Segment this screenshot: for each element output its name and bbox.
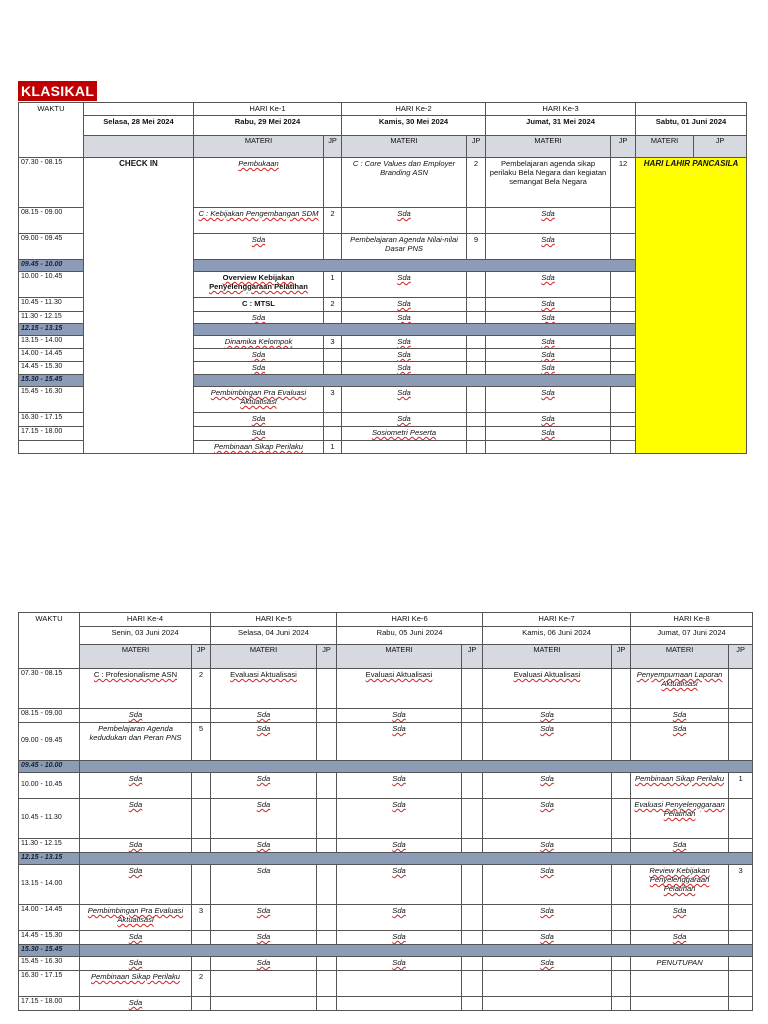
time-cell: 14.00 - 14.45 (19, 905, 80, 931)
jp-value (324, 158, 342, 208)
table-row (19, 957, 753, 971)
jp-value (612, 865, 631, 905)
day-4-date: Senin, 03 Juni 2024 (80, 627, 211, 645)
jp-value (317, 957, 337, 971)
jp-value: 2 (467, 158, 486, 208)
empty-cell (483, 971, 612, 997)
empty-cell (611, 441, 636, 454)
session-text: Evaluasi Aktualisasi (365, 670, 433, 679)
table-row (19, 865, 753, 905)
jp-value: 3 (192, 905, 211, 931)
time-cell: 17.15 - 18.00 (19, 427, 84, 441)
session-text: Sda (540, 866, 554, 875)
break-row (19, 945, 753, 957)
session-text: Sda (251, 313, 266, 322)
session-text: Sda (397, 363, 411, 373)
jp-value: 3 (729, 865, 753, 905)
session-text: Sosiometri Peserta (371, 428, 437, 438)
jp-value (612, 723, 631, 761)
jp-value (467, 208, 486, 234)
session-text: Sda (541, 313, 555, 322)
jp-value (192, 957, 211, 971)
session-text: Pembinaan Sikap Perilaku (635, 774, 725, 783)
time-cell: 09.00 - 09.45 (19, 234, 84, 260)
jp-header: JP (694, 136, 747, 158)
jp-value: 12 (611, 158, 636, 208)
empty-cell (211, 997, 317, 1011)
break-time: 15.30 - 15.45 (19, 375, 84, 387)
jp-value: 9 (467, 234, 486, 260)
jp-value: 1 (324, 272, 342, 298)
session-text: Sda (540, 710, 554, 719)
session-text: Sda (392, 710, 406, 719)
empty-cell (612, 997, 631, 1011)
time-cell: 08.15 - 09.00 (19, 709, 80, 723)
session-text: Sda (256, 774, 271, 783)
session-text: Sda (392, 958, 406, 967)
empty-cell (631, 997, 729, 1011)
session-text: Sda (541, 350, 555, 360)
session-text: Pembelajaran Agenda Nilai-nilai Dasar PNS (350, 235, 458, 254)
session-text: Pembimbingan Pra Evaluasi Aktualisasi (87, 906, 184, 925)
jp-value (612, 709, 631, 723)
jp-value (192, 839, 211, 853)
session-text: Review Kebijakan Penyelenggaraan Pelatihan (649, 866, 710, 894)
materi-header: MATERI (483, 645, 612, 669)
time-cell: 15.45 - 16.30 (19, 387, 84, 413)
jp-value (317, 709, 337, 723)
jp-header: JP (317, 645, 337, 669)
session-text: Sda (541, 363, 555, 373)
jp-value (612, 957, 631, 971)
jp-value: 3 (324, 387, 342, 413)
session-text: Sda (540, 774, 554, 783)
jp-value (612, 839, 631, 853)
jp-header: JP (729, 645, 753, 669)
jp-value (467, 362, 486, 375)
jp-value (317, 723, 337, 761)
session-text: Sda (397, 209, 411, 218)
time-cell: 16.30 - 17.15 (19, 413, 84, 427)
jp-value (467, 298, 486, 312)
day-3-date: Jumat, 31 Mei 2024 (486, 116, 636, 136)
jp-value (317, 669, 337, 709)
schedule-table-week-1 (18, 102, 747, 454)
session-text: Sda (256, 866, 271, 875)
jp-value (611, 336, 636, 349)
jp-value (612, 773, 631, 799)
jp-value (467, 349, 486, 362)
break-time: 12.15 - 13.15 (19, 853, 80, 865)
jp-value: 1 (324, 441, 342, 454)
empty-cell (729, 997, 753, 1011)
time-cell: 17.15 - 18.00 (19, 997, 80, 1011)
jp-value (612, 669, 631, 709)
session-text: Sda (392, 906, 406, 915)
jp-value (729, 839, 753, 853)
table-row (19, 971, 753, 997)
jp-value (462, 931, 483, 945)
day-2-hari: HARI Ke-2 (342, 103, 486, 116)
jp-value (317, 839, 337, 853)
table-row (19, 839, 753, 853)
jp-value (462, 865, 483, 905)
day-4-hari (636, 103, 747, 116)
jp-value (611, 208, 636, 234)
jp-value: 2 (192, 669, 211, 709)
empty-cell (317, 997, 337, 1011)
section-title: KLASIKAL (18, 81, 97, 101)
break-time: 09.45 - 10.00 (19, 761, 80, 773)
session-text: Penyempurnaan Laporan Aktualisasi (636, 670, 723, 689)
holiday-cell: HARI LAHIR PANCASILA (636, 158, 747, 454)
session-text: Sda (392, 840, 406, 849)
jp-value (467, 312, 486, 324)
jp-value (462, 773, 483, 799)
session-text: C : Core Values dan Employer Branding ASN (352, 159, 456, 178)
jp-value: 2 (324, 298, 342, 312)
session-text: Sda (541, 273, 555, 282)
session-text: Sda (672, 932, 687, 941)
session-text: Sda (128, 866, 143, 875)
session-text: Sda (251, 414, 266, 424)
session-text: Evaluasi Aktualisasi (513, 670, 581, 679)
day-5-hari: HARI Ke-5 (211, 613, 337, 627)
jp-value (462, 839, 483, 853)
session-text: Sda (397, 388, 411, 398)
session-text: Sda (540, 724, 554, 733)
jp-value (462, 723, 483, 761)
day-4-date: Sabtu, 01 Juni 2024 (636, 116, 747, 136)
empty-cell (337, 971, 462, 997)
jp-header: JP (192, 645, 211, 669)
materi-header: MATERI (486, 136, 611, 158)
time-cell: 07.30 - 08.15 (19, 669, 80, 709)
time-cell: 14.45 - 15.30 (19, 362, 84, 375)
jp-value (729, 669, 753, 709)
session-text: Sda (128, 932, 143, 941)
jp-value: 2 (192, 971, 211, 997)
session-text: Sda (541, 428, 555, 438)
jp-header: JP (611, 136, 636, 158)
table-row (19, 799, 753, 839)
time-cell: 10.00 - 10.45 (19, 272, 84, 298)
jp-value (612, 905, 631, 931)
jp-value (611, 413, 636, 427)
empty-cell (462, 971, 483, 997)
empty-cell (342, 441, 467, 454)
jp-value (467, 413, 486, 427)
time-cell: 10.45 - 11.30 (19, 298, 84, 312)
break-band (80, 853, 753, 865)
session-text: C : Profesionalisme ASN (93, 670, 178, 679)
time-cell: 13.15 - 14.00 (19, 336, 84, 349)
day-1-hari: HARI Ke-1 (194, 103, 342, 116)
materi-header: MATERI (80, 645, 192, 669)
day-0-date: Selasa, 28 Mei 2024 (84, 116, 194, 136)
session-text: Sda (256, 958, 271, 967)
session-text: Sda (251, 363, 266, 373)
session-text: Sda (256, 932, 271, 941)
empty-cell (462, 997, 483, 1011)
session-text: Sda (251, 235, 266, 244)
session-text: Sda (128, 840, 143, 849)
jp-value (317, 799, 337, 839)
jp-value (611, 234, 636, 260)
jp-value (462, 709, 483, 723)
day-5-date: Selasa, 04 Juni 2024 (211, 627, 337, 645)
jp-header: JP (612, 645, 631, 669)
jp-value (611, 427, 636, 441)
session-text: Sda (392, 774, 406, 783)
schedule-table-week-2 (18, 612, 753, 1011)
jp-value (467, 387, 486, 413)
jp-value (192, 997, 211, 1011)
day-6-hari: HARI Ke-6 (337, 613, 483, 627)
empty-cell (337, 997, 462, 1011)
session-text: C : Kebijakan Pengembangan SDM (198, 209, 319, 218)
session-text: Pembinaan Sikap Perilaku (90, 972, 181, 981)
jp-value (192, 709, 211, 723)
empty-cell (483, 997, 612, 1011)
session-text: Sda (128, 800, 143, 809)
session-text: Sda (672, 710, 687, 719)
jp-value (611, 298, 636, 312)
time-cell: 11.30 - 12.15 (19, 312, 84, 324)
time-cell: 09.00 - 09.45 (19, 723, 80, 761)
jp-value (611, 387, 636, 413)
break-band (194, 375, 636, 387)
break-time: 15.30 - 15.45 (19, 945, 80, 957)
break-row (19, 761, 753, 773)
session-text: Sda (540, 840, 554, 849)
jp-value (467, 336, 486, 349)
session-text: Sda (397, 337, 411, 347)
jp-value (317, 773, 337, 799)
jp-value (192, 799, 211, 839)
day-4-hari: HARI Ke-4 (80, 613, 211, 627)
time-cell: 14.00 - 14.45 (19, 349, 84, 362)
break-time: 09.45 - 10.00 (19, 260, 84, 272)
jp-value (192, 931, 211, 945)
day-3-hari: HARI Ke-3 (486, 103, 636, 116)
time-cell: 07.30 - 08.15 (19, 158, 84, 208)
jp-value: 1 (729, 773, 753, 799)
day-2-date: Kamis, 30 Mei 2024 (342, 116, 486, 136)
jp-header: JP (462, 645, 483, 669)
session-text: Sda (541, 235, 555, 244)
session-text: Sda (392, 724, 406, 733)
session-text: Sda (541, 337, 555, 347)
session-text: Sda (541, 209, 555, 218)
jp-value: 3 (324, 336, 342, 349)
jp-value (729, 931, 753, 945)
session-text: Sda (251, 428, 266, 438)
session-text: Sda (540, 958, 554, 967)
materi-header: MATERI (631, 645, 729, 669)
session-text: Sda (392, 800, 406, 809)
session-text: Sda (128, 998, 143, 1007)
jp-value (611, 312, 636, 324)
empty-cell (486, 441, 611, 454)
time-cell: 11.30 - 12.15 (19, 839, 80, 853)
jp-value (611, 272, 636, 298)
jp-value: 2 (324, 208, 342, 234)
break-band (194, 260, 636, 272)
break-band (80, 761, 753, 773)
waktu-header: WAKTU (19, 103, 84, 158)
jp-header: JP (467, 136, 486, 158)
materi-header: MATERI (636, 136, 694, 158)
time-cell: 10.45 - 11.30 (19, 799, 80, 839)
materi-header: MATERI (211, 645, 317, 669)
session-text: Sda (128, 710, 143, 719)
day-1-date: Rabu, 29 Mei 2024 (194, 116, 342, 136)
jp-value (324, 312, 342, 324)
break-band (80, 945, 753, 957)
day-7-hari: HARI Ke-7 (483, 613, 631, 627)
blank-col-header (84, 136, 194, 158)
session-text: Sda (540, 932, 554, 941)
session-text: Sda (397, 273, 411, 282)
session-text: Sda (541, 299, 555, 308)
session-text: Sda (541, 414, 555, 424)
jp-value (611, 349, 636, 362)
session-text: Sda (251, 350, 266, 360)
session-text: Overview Kebijakan Penyelenggaraan Pelatihan (209, 273, 308, 292)
session-text: Sda (392, 866, 406, 875)
check-in-cell: CHECK IN (84, 158, 194, 454)
jp-value (324, 234, 342, 260)
jp-value (729, 709, 753, 723)
table-row (19, 997, 753, 1011)
session-text: Sda (672, 906, 687, 915)
day-6-date: Rabu, 05 Juni 2024 (337, 627, 483, 645)
session-text: C : MTSL (242, 299, 275, 308)
session-text: Pembelajaran agenda sikap perilaku Bela Negara dan kegiatan semangat Bela Negara (489, 159, 607, 187)
time-cell: 14.45 - 15.30 (19, 931, 80, 945)
break-row (19, 853, 753, 865)
jp-value (467, 272, 486, 298)
empty-cell (729, 971, 753, 997)
break-time: 12.15 - 13.15 (19, 324, 84, 336)
jp-value (462, 957, 483, 971)
jp-value (462, 669, 483, 709)
empty-cell (631, 971, 729, 997)
jp-header: JP (324, 136, 342, 158)
session-text: Dinamika Kelompok (224, 337, 293, 347)
session-text: Sda (540, 906, 554, 915)
session-text: Sda (392, 932, 406, 941)
time-cell: 08.15 - 09.00 (19, 208, 84, 234)
session-text: Sda (128, 958, 143, 967)
jp-value (612, 799, 631, 839)
session-text: Sda (256, 840, 271, 849)
table-row (19, 158, 747, 208)
session-text: Sda (256, 710, 271, 719)
empty-cell (317, 971, 337, 997)
session-text: Sda (397, 350, 411, 360)
materi-header: MATERI (337, 645, 462, 669)
jp-value (192, 773, 211, 799)
time-cell (19, 441, 84, 454)
time-cell: 16.30 - 17.15 (19, 971, 80, 997)
materi-header: MATERI (342, 136, 467, 158)
break-band (194, 324, 636, 336)
table-row (19, 669, 753, 709)
jp-value (317, 931, 337, 945)
session-text: Sda (540, 800, 554, 809)
jp-value (611, 362, 636, 375)
session-text: Sda (541, 388, 555, 398)
jp-value (462, 905, 483, 931)
jp-value (317, 865, 337, 905)
day-8-hari: HARI Ke-8 (631, 613, 753, 627)
jp-value (317, 905, 337, 931)
jp-value (729, 905, 753, 931)
jp-value (612, 931, 631, 945)
session-text: Evaluasi Aktualisasi (230, 670, 297, 679)
time-cell: 13.15 - 14.00 (19, 865, 80, 905)
materi-header: MATERI (194, 136, 324, 158)
session-text: Sda (397, 414, 411, 424)
session-text: Sda (128, 774, 143, 783)
time-cell: 10.00 - 10.45 (19, 773, 80, 799)
jp-value (467, 427, 486, 441)
table-row (19, 905, 753, 931)
table-row (19, 723, 753, 761)
table-row (19, 773, 753, 799)
session-text: Evaluasi Penyelenggaraan Pelatihan (634, 800, 725, 819)
jp-value (324, 349, 342, 362)
session-text: Sda (256, 800, 271, 809)
jp-value (462, 799, 483, 839)
session-text: Sda (256, 906, 271, 915)
session-text: Pembelajaran Agenda kedudukan dan Peran PNS (89, 724, 182, 743)
session-text: PENUTUPAN (656, 958, 703, 967)
day-0-hari (84, 103, 194, 116)
time-cell: 15.45 - 16.30 (19, 957, 80, 971)
table-row (19, 709, 753, 723)
session-text: Sda (397, 299, 411, 308)
empty-cell (467, 441, 486, 454)
table-row (19, 931, 753, 945)
waktu-header: WAKTU (19, 613, 80, 669)
empty-cell (612, 971, 631, 997)
day-7-date: Kamis, 06 Juni 2024 (483, 627, 631, 645)
session-text: Sda (397, 313, 411, 322)
jp-value (729, 799, 753, 839)
session-text: Sda (672, 724, 687, 733)
jp-value (192, 865, 211, 905)
session-text: Sda (256, 724, 271, 733)
session-text: Pembukaan (238, 159, 279, 168)
jp-value: 5 (192, 723, 211, 761)
jp-value (324, 362, 342, 375)
jp-value (324, 427, 342, 441)
empty-cell (211, 971, 317, 997)
day-8-date: Jumat, 07 Juni 2024 (631, 627, 753, 645)
jp-value (729, 957, 753, 971)
session-text: Pembinaan Sikap Perilaku (213, 442, 304, 452)
session-text: Pembimbingan Pra Evaluasi Aktualisasi (210, 388, 307, 407)
session-text: Sda (672, 840, 687, 849)
jp-value (324, 413, 342, 427)
jp-value (729, 723, 753, 761)
